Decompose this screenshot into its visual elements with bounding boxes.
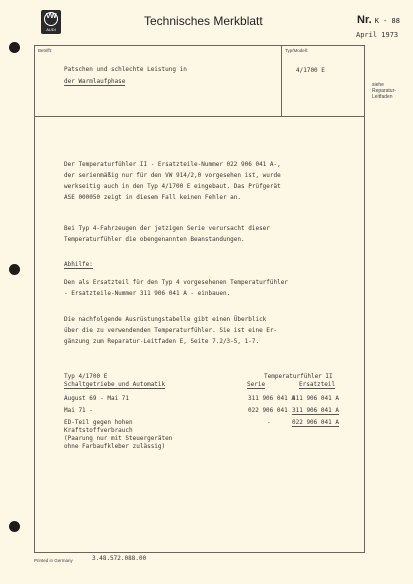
table-row-3-ersatz: 022 906 041 A: [292, 419, 339, 426]
table-row-3-serie: -: [267, 419, 271, 426]
table-head-ersatz: Ersatzteil: [299, 381, 336, 388]
table-row-3-extra-3: ohne Farbaufkleber zulässig): [64, 443, 166, 450]
para3-line-1: Den als Ersatzteil für den Typ 4 vorgesehenen Temperaturfühler: [64, 279, 288, 286]
vw-audi-logo: VW AUDI: [41, 10, 61, 34]
subject-line-1: Patschen und schlechte Leistung in: [64, 66, 187, 73]
table-row-2-ersatz-wrap: [292, 406, 339, 415]
table-head-group: Temperaturfühler II: [264, 373, 333, 380]
para4-line-1: Die nachfolgende Ausrüstungstabelle gibt einen Überblick: [64, 316, 267, 323]
table-head-left-1: Typ 4/1700 E: [64, 373, 108, 380]
para3-line-2: - Ersatzteile-Nummer 311 906 041 A - einbauen.: [64, 290, 231, 297]
nr-prefix: Nr.: [357, 14, 372, 26]
side-note-line-2: Reparatur-: [372, 88, 396, 94]
para2-line-1: Bei Typ 4-Fahrzeugen der jetzigen Serie verursacht dieser: [64, 225, 270, 232]
header-divider: [35, 116, 364, 117]
nr-value: K - 88: [374, 17, 400, 25]
table-head-serie-wrap: [247, 380, 265, 389]
para2-line-2: Temperaturfühler die obengenannten Beanstandungen.: [64, 236, 245, 243]
table-head-left-2-wrap: [64, 380, 165, 389]
punch-hole-top: [9, 42, 20, 53]
side-note: [372, 82, 396, 100]
para1-line-3: werkseitig auch in den Typ 4/1700 E eingebaut. Das Prüfgerät: [64, 183, 281, 190]
table-row-3-extra-1: Kraftstoffverbrauch: [64, 427, 133, 434]
side-note-line-3: Leitfaden: [372, 94, 393, 100]
punch-hole-bottom: [9, 521, 20, 532]
subject-line-2-wrap: [64, 77, 125, 86]
abhilfe-label: Abhilfe:: [64, 261, 93, 268]
para1-line-2: der serienmäßig nur für den VW 914/2,0 vorgesehen ist, wurde: [64, 172, 281, 179]
table-row-3-extra-2: (Paarung nur mit Steuergeräten: [64, 435, 173, 442]
table-head-ersatz-wrap: [299, 380, 335, 389]
para4-line-3: gänzung zum Reparatur-Leitfaden E, Seite 7.2/3-5, 1-7.: [64, 338, 260, 345]
document-date: April 1973: [356, 31, 399, 39]
document-number: [357, 14, 400, 26]
para1-line-1: Der Temperaturfühler II - Ersatzteile-Nummer 022 906 041 A-,: [64, 161, 281, 168]
table-row-2-serie: 022 906 041: [248, 407, 288, 414]
form-frame: [34, 45, 365, 553]
footer-small-label: Printed in Germany: [34, 558, 73, 563]
table-row-1-serie: 311 906 041 A: [248, 395, 295, 402]
table-head-left-2: Schaltgetriebe und Automatik: [64, 381, 166, 388]
punch-hole-middle: [9, 264, 20, 275]
table-row-2-label: Mai 71 -: [64, 407, 93, 414]
table-head-serie: Serie: [247, 381, 266, 388]
typ-value: 4/1700 E: [296, 67, 325, 74]
abhilfe-wrap: [64, 260, 93, 269]
column-divider: [281, 46, 282, 116]
side-note-line-1: siehe: [372, 82, 384, 88]
table-row-3-label: ED-Teil gegen hohen: [64, 419, 133, 426]
typ-label: Typ/Modell:: [285, 48, 309, 53]
table-row-3-ersatz-wrap: [292, 418, 339, 427]
footer-number: 3.48.572.088.00: [92, 555, 147, 562]
subject-line-2: der Warmlaufphase: [64, 78, 126, 85]
table-row-2-ersatz: 311 906 041 A: [292, 407, 339, 414]
para1-line-4: ASE 000050 zeigt in diesem Fall keinen Fehler an.: [64, 194, 242, 201]
para4-line-2: über die zu verwendenden Temperaturfühler. Sie ist eine Er-: [64, 327, 278, 334]
betrifft-label: Betrifft:: [38, 48, 53, 53]
table-row-1-ersatz: 311 906 041 A: [292, 395, 339, 402]
document-title: Technisches Merkblatt: [144, 14, 263, 28]
table-row-1-label: August 69 - Mai 71: [64, 395, 130, 402]
